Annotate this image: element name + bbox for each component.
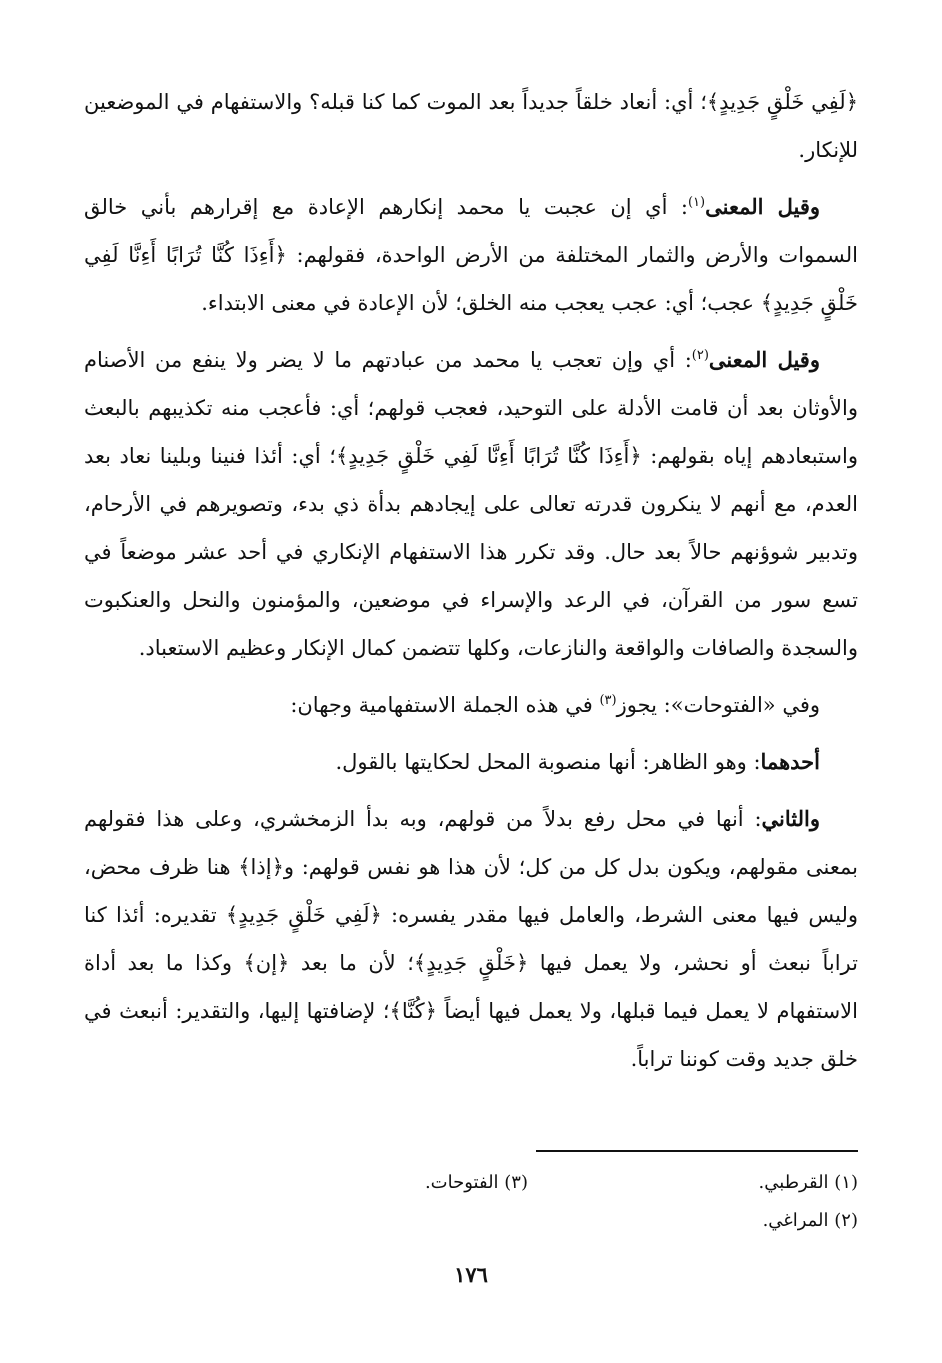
paragraph-second-aspect: [84, 795, 858, 1083]
paragraph-continuation: [84, 78, 858, 174]
footnote-3: (٣) الفتوحات.: [424, 1172, 528, 1193]
paragraph-first-meaning: [84, 183, 858, 327]
footnote-row: [84, 1164, 858, 1202]
footnotes: [84, 1164, 858, 1240]
paragraph-lead: وفي «الفتوحات»: يجوز: [616, 693, 820, 717]
paragraph-lead: وقيل المعنى: [705, 194, 820, 219]
paragraph-lead: والثاني: [761, 806, 820, 831]
paragraph-lead: أحدهما: [760, 749, 820, 774]
paragraph-futuhat: [84, 681, 858, 729]
paragraph-text: في هذه الجملة الاستفهامية وجهان:: [290, 693, 600, 717]
paragraph-first-aspect: [84, 738, 858, 786]
footnote-1: (١) القرطبي.: [758, 1172, 858, 1193]
paragraph-text: : أي إن عجبت يا محمد إنكارهم الإعادة مع إقرارهم بأني خالق السموات والأرض والثمار المختلفة من الأرض الواحدة، فقولهم: ﴿أَءِذَا كُنَّا تُرَابًا أَءِنَّا لَفِي خَلْقٍ جَدِيدٍ﴾ عجب؛ أي: عجب يعجب منه الخلق؛ لأن الإعادة في معنى الابتداء.: [84, 195, 858, 315]
footnote-ref-3: (٣): [599, 693, 617, 708]
paragraph-lead: وقيل المعنى: [708, 347, 820, 372]
footnote-ref-1: (١): [687, 195, 706, 210]
footnote-ref-2: (٢): [691, 348, 709, 363]
footnote-2: (٢) المراغي.: [762, 1210, 858, 1231]
paragraph-second-meaning: [84, 336, 858, 672]
paragraph-text: : أي وإن تعجب يا محمد من عبادتهم ما لا يضر ولا ينفع من الأصنام والأوثان بعد أن قامت الأدلة على التوحيد، فعجب قولهم؛ أي: فأعجب منه تكذيبهم بالبعث واستبعادهم إياه بقولهم: ﴿أَءِذَا كُنَّا تُرَابًا أَءِنَّا لَفِي خَلْقٍ جَدِيدٍ﴾؛ أي: أئذا فنينا وبلينا نعاد بعد العدم، مع أنهم لا ينكرون قدرته تعالى على إيجادهم بدأة ذي بدء، وتصويرهم في الأرحام، وتدبير شوؤنهم حالاً بعد حال. وقد تكرر هذا الاستفهام الإنكاري في أحد عشر موضعاً في تسع سور من القرآن، في الرعد والإسراء في موضعين، والمؤمنون والنحل والعنكبوت والسجدة والصافات والواقعة والنازعات، وكلها تتضمن كمال الإنكار وعظيم الاستعباد.: [84, 348, 858, 660]
paragraph-text: ﴿لَفِي خَلْقٍ جَدِيدٍ﴾؛ أي: أنعاد خلقاً جديداً بعد الموت كما كنا قبله؟ والاستفهام في الموضعين للإنكار.: [84, 90, 858, 162]
footnote-row: [84, 1202, 858, 1240]
footnote-divider: [536, 1150, 858, 1152]
paragraph-text: : وهو الظاهر: أنها منصوبة المحل لحكايتها بالقول.: [335, 750, 761, 774]
paragraph-text: : أنها في محل رفع بدلاً من قولهم، وبه بدأ الزمخشري، وعلى هذا فقولهم بمعنى مقولهم، ويكون بدل كل من كل؛ لأن هذا هو نفس قولهم: و﴿إذا﴾ هنا ظرف محض، وليس فيها معنى الشرط، والعامل فيها مقدر يفسره: ﴿لَفِي خَلْقٍ جَدِيدٍ﴾ تقديره: أئذا كنا تراباً نبعث أو نحشر، ولا يعمل فيها ﴿خَلْقٍ جَدِيدٍ﴾؛ لأن ما بعد ﴿إن﴾ وكذا ما بعد أداة الاستفهام لا يعمل فيما قبلها، ولا يعمل فيها أيضاً ﴿كُنَّا﴾؛ لإضافتها إليها، والتقدير: أنبعث في خلق جديد وقت كوننا تراباً.: [84, 807, 858, 1071]
page-number: ١٧٦: [454, 1262, 488, 1287]
